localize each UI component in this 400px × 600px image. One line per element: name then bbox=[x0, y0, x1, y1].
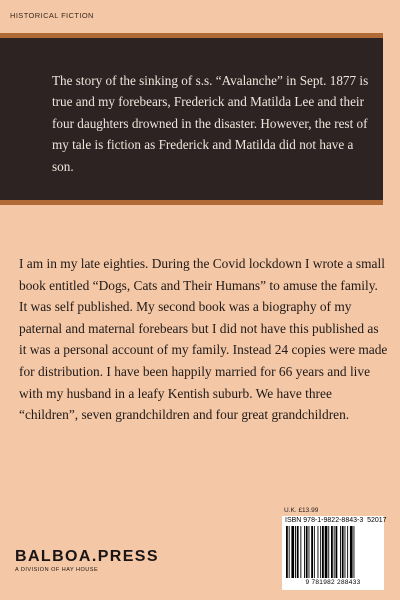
barcode-bar bbox=[322, 526, 324, 578]
barcode-bar bbox=[342, 526, 344, 578]
barcode-bar bbox=[340, 526, 341, 578]
barcode-addon-number: 52017 bbox=[367, 517, 387, 524]
barcode-bar bbox=[350, 526, 353, 578]
barcode-bars-icon bbox=[286, 526, 380, 578]
barcode-bar bbox=[304, 526, 305, 578]
barcode-bar bbox=[325, 526, 328, 578]
barcode-bar bbox=[318, 526, 319, 578]
barcode-bar bbox=[289, 526, 290, 578]
barcode-bar bbox=[334, 526, 335, 578]
bottom-accent-band bbox=[0, 200, 383, 205]
barcode-bar bbox=[295, 526, 296, 578]
publisher-name: BALBOA.PRESS bbox=[15, 548, 159, 565]
barcode-bar bbox=[314, 526, 315, 578]
blurb-text: The story of the sinking of s.s. “Avalanche” in Sept. 1877 is true and my forebears, Frederick and Matilda Lee and their four daughters drowned in the disaster. However, the rest of my tale is fiction as Frederick and Matilda did not have a son. bbox=[52, 73, 369, 174]
genre-label: HISTORICAL FICTION bbox=[10, 11, 94, 20]
barcode-bar bbox=[297, 526, 299, 578]
barcode-digits: 9 781982 288433 bbox=[305, 579, 361, 586]
author-bio-text: I am in my late eighties. During the Covid lockdown I wrote a small book entitled “Dogs, Cats and Their Humans” to amuse the family. It was self published. My second book was a biography of my paternal and maternal forebears but I did not have this published as it was a personal account of my family. Instead 24 copies were made for distribution. I have been happily married for 66 years and live with my husband in a leafy Kentish suburb. We have three “children”, seven grandchildren and four great grandchildren. bbox=[19, 256, 388, 423]
barcode-bar bbox=[331, 526, 333, 578]
barcode-bar bbox=[336, 526, 338, 578]
publisher-logo bbox=[15, 549, 159, 573]
barcode-bar bbox=[306, 526, 308, 578]
publisher-tagline: A DIVISION OF HAY HOUSE bbox=[15, 567, 99, 573]
isbn-barcode bbox=[282, 516, 387, 590]
barcode-bar bbox=[309, 526, 310, 578]
isbn-label: ISBN 978-1-9822-8843-3 52017 bbox=[285, 517, 387, 524]
barcode-bar bbox=[347, 526, 348, 578]
barcode-bar bbox=[300, 526, 301, 578]
barcode-bar bbox=[286, 526, 288, 578]
barcode-bar bbox=[345, 526, 346, 578]
barcode-bar bbox=[328, 526, 329, 578]
barcode-bar bbox=[320, 526, 321, 578]
barcode-bar bbox=[311, 526, 313, 578]
barcode-bar bbox=[354, 526, 355, 578]
barcode-bar bbox=[291, 526, 294, 578]
price-label: U.K. £13.99 bbox=[284, 507, 319, 514]
